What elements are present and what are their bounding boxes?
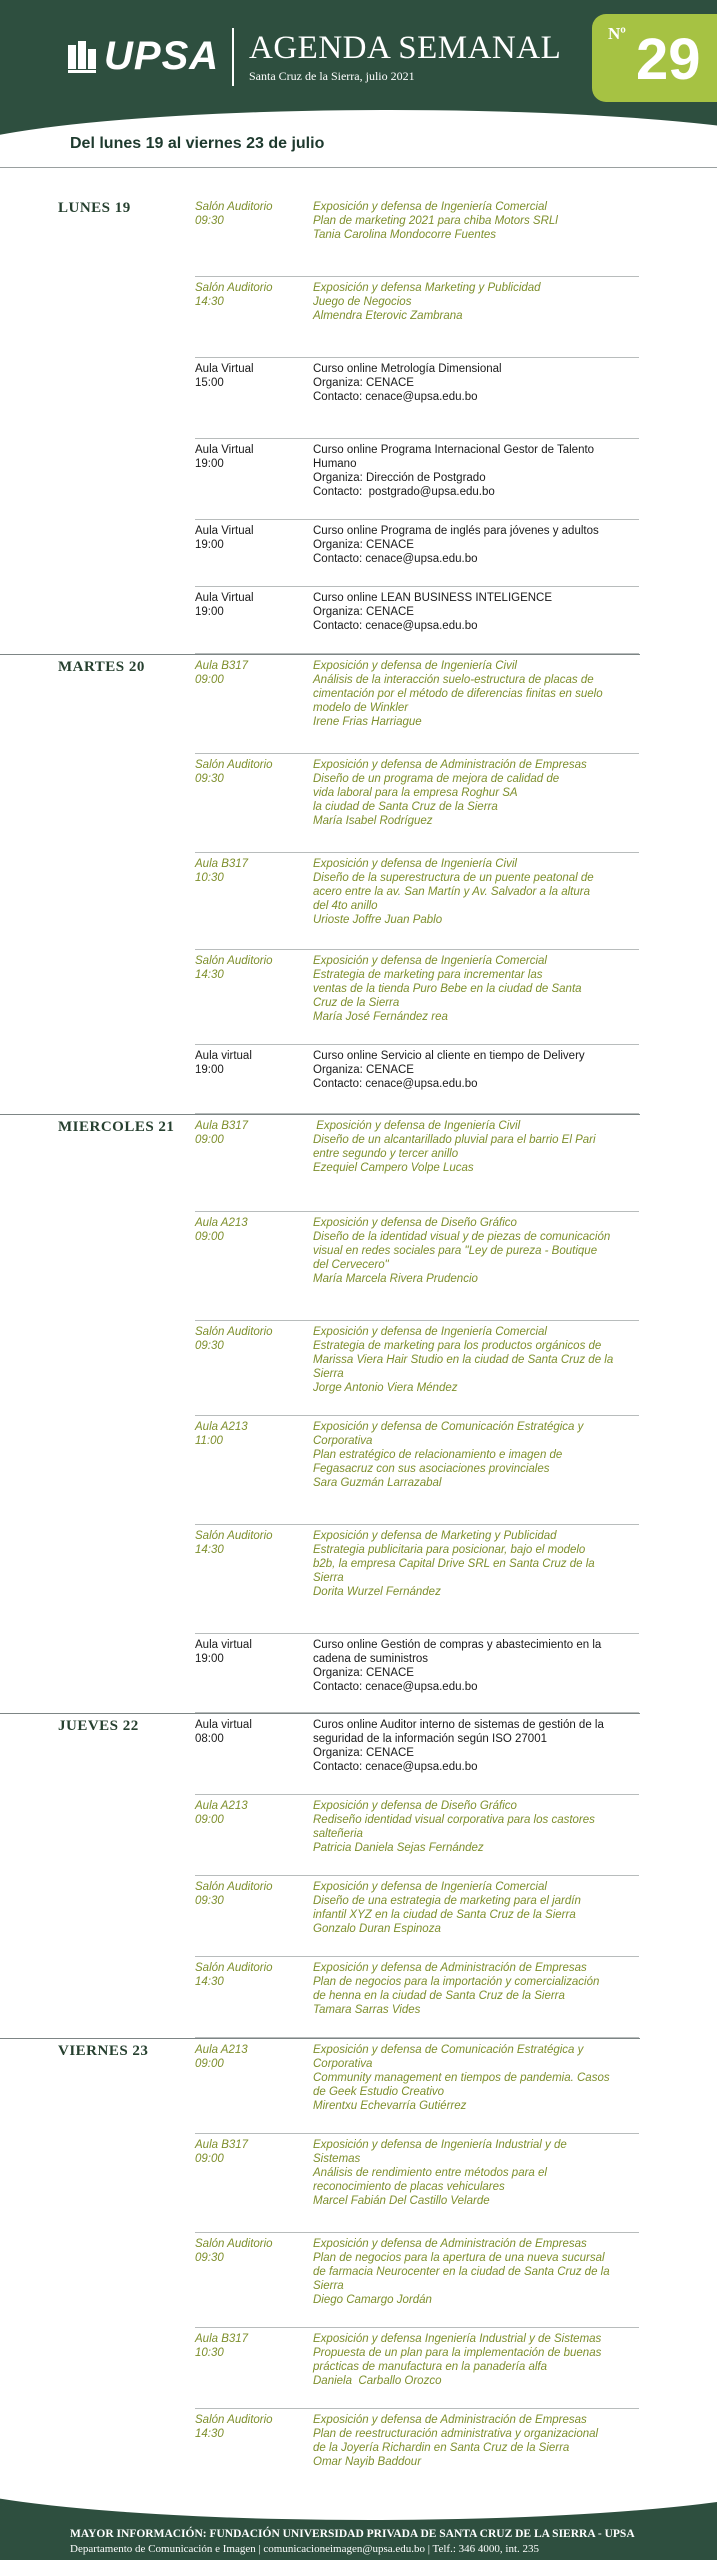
detail-line: Plan de negocios para la importación y comercialización bbox=[313, 1976, 600, 1988]
location-name: Salón Auditorio bbox=[195, 282, 273, 294]
week-divider bbox=[0, 167, 717, 168]
detail-line: de Geek Estudio Creativo bbox=[313, 2086, 445, 2098]
entry-time: 09:00 bbox=[195, 1231, 224, 1243]
location-name: Salón Auditorio bbox=[195, 1881, 273, 1893]
detail-line: del Cervecero" bbox=[313, 1259, 389, 1271]
entry-time: 09:30 bbox=[195, 1340, 224, 1352]
detail-line: Exposición y defensa de Ingeniería Comercial bbox=[313, 955, 547, 967]
location-name: Salón Auditorio bbox=[195, 1530, 273, 1542]
agenda-entry bbox=[195, 1957, 639, 2038]
detail-line: vida laboral para la empresa Roghur SA bbox=[313, 787, 518, 799]
agenda-entry bbox=[195, 1714, 639, 1795]
entry-time: 19:00 bbox=[195, 606, 224, 618]
header-divider bbox=[232, 28, 234, 86]
detail-line: Juego de Negocios bbox=[313, 296, 412, 308]
location-name: Aula B317 bbox=[195, 2139, 249, 2151]
detail-line: prácticas de manufactura en la panadería alfa bbox=[313, 2361, 547, 2373]
entry-time: 10:30 bbox=[195, 872, 224, 884]
entry-details bbox=[313, 1420, 639, 1490]
entry-details bbox=[313, 2043, 639, 2113]
detail-line: Exposición y defensa de Administración de Empresas bbox=[313, 759, 587, 771]
logo-text: UPSA bbox=[104, 34, 220, 78]
agenda-entry bbox=[195, 196, 639, 277]
agenda-entry bbox=[195, 587, 639, 654]
detail-line: Curso online Programa de inglés para jóvenes y adultos bbox=[313, 525, 599, 537]
detail-line: Exposición y defensa de Ingeniería Civil bbox=[313, 660, 517, 672]
entry-details bbox=[313, 1799, 639, 1855]
detail-line: Almendra Eterovic Zambrana bbox=[313, 310, 463, 322]
detail-line: reconocimiento de placas vehiculares bbox=[313, 2181, 505, 2193]
entry-location bbox=[195, 954, 313, 1024]
agenda-entry bbox=[195, 1212, 639, 1321]
issue-number: 29 bbox=[636, 27, 701, 92]
detail-line: Tamara Sarras Vides bbox=[313, 2004, 421, 2016]
detail-line: Plan de negocios para la apertura de una nueva sucursal bbox=[313, 2252, 605, 2264]
agenda-entry bbox=[195, 754, 639, 853]
detail-line: Marcel Fabián Del Castillo Velarde bbox=[313, 2195, 490, 2207]
entry-location bbox=[195, 591, 313, 633]
location-name: Salón Auditorio bbox=[195, 2238, 273, 2250]
detail-line: Sierra bbox=[313, 2280, 344, 2292]
entry-time: 11:00 bbox=[195, 1435, 223, 1447]
detail-line: Curso online Servicio al cliente en tiempo de Delivery bbox=[313, 1050, 585, 1062]
entry-location bbox=[195, 1718, 313, 1774]
detail-line: Exposición y defensa de Diseño Gráfico bbox=[313, 1217, 517, 1229]
entry-details bbox=[313, 659, 639, 729]
detail-line: Curso online LEAN BUSINESS INTELIGENCE bbox=[313, 592, 553, 604]
location-name: Salón Auditorio bbox=[195, 2414, 273, 2426]
entry-details bbox=[313, 524, 639, 566]
agenda-entry bbox=[195, 1876, 639, 1957]
detail-line: Jorge Antonio Viera Méndez bbox=[313, 1382, 458, 1394]
entry-location bbox=[195, 281, 313, 323]
detail-line: seguridad de la información según ISO 27001 bbox=[313, 1733, 547, 1745]
detail-line: María Isabel Rodríguez bbox=[313, 815, 433, 827]
day-section bbox=[0, 655, 717, 1114]
detail-line: Exposición y defensa de Ingeniería Industrial y de bbox=[313, 2139, 567, 2151]
entry-details bbox=[313, 1529, 639, 1599]
detail-line: visual en redes sociales para "Ley de pureza - Boutique bbox=[313, 1245, 598, 1257]
detail-line: Marissa Viera Hair Studio en la ciudad de Santa Cruz de la bbox=[313, 1354, 614, 1366]
detail-line: Community management en tiempos de pandemia. Casos bbox=[313, 2072, 610, 2084]
entry-details bbox=[313, 281, 639, 323]
entry-time: 14:30 bbox=[195, 2428, 224, 2440]
detail-line: de henna en la ciudad de Santa Cruz de la Sierra bbox=[313, 1990, 565, 2002]
agenda-entry bbox=[195, 1525, 639, 1634]
day-label: MARTES 20 bbox=[58, 659, 145, 675]
entry-details bbox=[313, 1718, 639, 1774]
detail-line: b2b, la empresa Capital Drive SRL en Santa Cruz de la bbox=[313, 1558, 595, 1570]
entry-time: 10:30 bbox=[195, 2347, 224, 2359]
entry-details bbox=[313, 2237, 639, 2307]
detail-line: Curso online Metrología Dimensional bbox=[313, 363, 502, 375]
detail-line: Organiza: CENACE bbox=[313, 1064, 414, 1076]
entry-time: 09:30 bbox=[195, 773, 224, 785]
entry-time: 19:00 bbox=[195, 1064, 224, 1076]
location-name: Aula A213 bbox=[195, 1217, 248, 1229]
entry-location bbox=[195, 2332, 313, 2388]
detail-line: Plan de marketing 2021 para chiba Motors SRLl bbox=[313, 215, 558, 227]
footer-info: MAYOR INFORMACIÓN: FUNDACIÓN UNIVERSIDAD PRIVADA DE SANTA CRUZ DE LA SIERRA - UPSA bbox=[70, 2528, 635, 2540]
detail-line: cimentación por el método de diferencias finitas en suelo bbox=[313, 688, 603, 700]
detail-line: Análisis de rendimiento entre métodos para el bbox=[313, 2167, 547, 2179]
detail-line: Exposición y defensa Ingeniería Industrial y de Sistemas bbox=[313, 2333, 602, 2345]
detail-line: Urioste Joffre Juan Pablo bbox=[313, 914, 443, 926]
day-section bbox=[0, 2039, 717, 2490]
detail-line: Diseño de un alcantarillado pluvial para el barrio El Pari bbox=[313, 1134, 596, 1146]
detail-line: Rediseño identidad visual corporativa para los castores bbox=[313, 1814, 595, 1826]
entry-location bbox=[195, 1049, 313, 1091]
detail-line: Corporativa bbox=[313, 2058, 373, 2070]
detail-line: salteñeria bbox=[313, 1828, 363, 1840]
detail-line: Estrategia de marketing para incrementar las bbox=[313, 969, 543, 981]
agenda-entry bbox=[195, 439, 639, 520]
detail-line: entre segundo y tercer anillo bbox=[313, 1148, 459, 1160]
agenda-entry bbox=[195, 1115, 639, 1212]
detail-line: Diseño de la superestructura de un puente peatonal de bbox=[313, 872, 594, 884]
entry-details bbox=[313, 1880, 639, 1936]
location-name: Aula B317 bbox=[195, 858, 249, 870]
agenda-entry bbox=[195, 277, 639, 358]
entry-location bbox=[195, 758, 313, 828]
location-name: Aula Virtual bbox=[195, 592, 254, 604]
detail-line: Exposición y defensa de Diseño Gráfico bbox=[313, 1800, 517, 1812]
day-label: MIERCOLES 21 bbox=[58, 1119, 175, 1135]
detail-line: Contacto: cenace@upsa.edu.bo bbox=[313, 1681, 478, 1693]
detail-line: Cruz de la Sierra bbox=[313, 997, 400, 1009]
detail-line: acero entre la av. San Martín y Av. Salvador a la altura bbox=[313, 886, 590, 898]
entry-details bbox=[313, 1119, 639, 1175]
agenda-entry bbox=[195, 520, 639, 587]
location-name: Aula Virtual bbox=[195, 444, 254, 456]
entry-location bbox=[195, 1638, 313, 1694]
location-name: Aula Virtual bbox=[195, 363, 254, 375]
detail-line: modelo de Winkler bbox=[313, 702, 409, 714]
detail-line: Tania Carolina Mondocorre Fuentes bbox=[313, 229, 497, 241]
detail-line: Curso online Programa Internacional Gestor de Talento bbox=[313, 444, 595, 456]
entry-location bbox=[195, 2413, 313, 2469]
detail-line: Ezequiel Campero Volpe Lucas bbox=[313, 1162, 474, 1174]
entry-details bbox=[313, 758, 639, 828]
entry-time: 19:00 bbox=[195, 458, 224, 470]
agenda-entry bbox=[195, 2409, 639, 2490]
entry-details bbox=[313, 2413, 639, 2469]
day-label: VIERNES 23 bbox=[58, 2043, 149, 2059]
detail-line: Curos online Auditor interno de sistemas de gestión de la bbox=[313, 1719, 604, 1731]
detail-line: Exposición y defensa Marketing y Publicidad bbox=[313, 282, 541, 294]
agenda-entry bbox=[195, 655, 639, 754]
detail-line: Organiza: CENACE bbox=[313, 1667, 414, 1679]
entry-time: 19:00 bbox=[195, 539, 224, 551]
detail-line: Daniela Carballo Orozco bbox=[313, 2375, 442, 2387]
detail-line: Exposición y defensa de Administración de Empresas bbox=[313, 2414, 587, 2426]
detail-line: Irene Frias Harriague bbox=[313, 716, 422, 728]
entry-location bbox=[195, 1880, 313, 1936]
entry-location bbox=[195, 2043, 313, 2113]
footer bbox=[0, 2480, 717, 2560]
entry-time: 14:30 bbox=[195, 1976, 224, 1988]
entry-time: 19:00 bbox=[195, 1653, 224, 1665]
entry-details bbox=[313, 954, 639, 1024]
detail-line: Exposición y defensa de Ingeniería Comercial bbox=[313, 201, 547, 213]
agenda-entry bbox=[195, 2134, 639, 2233]
location-name: Aula B317 bbox=[195, 1120, 249, 1132]
entry-location bbox=[195, 524, 313, 566]
day-section bbox=[0, 1714, 717, 2038]
detail-line: Contacto: postgrado@upsa.edu.bo bbox=[313, 486, 495, 498]
entry-time: 08:00 bbox=[195, 1733, 224, 1745]
entry-location bbox=[195, 1961, 313, 2017]
entry-time: 09:30 bbox=[195, 2252, 224, 2264]
detail-line: Exposición y defensa de Comunicación Estratégica y bbox=[313, 1421, 584, 1433]
page-title: AGENDA SEMANAL bbox=[249, 30, 562, 66]
entry-location bbox=[195, 1119, 313, 1175]
entry-time: 14:30 bbox=[195, 969, 224, 981]
day-section bbox=[0, 196, 717, 654]
detail-line: la ciudad de Santa Cruz de la Sierra bbox=[313, 801, 498, 813]
location-name: Aula B317 bbox=[195, 660, 249, 672]
location-name: Salón Auditorio bbox=[195, 1962, 273, 1974]
detail-line: Plan de reestructuración administrativa y organizacional bbox=[313, 2428, 599, 2440]
location-name: Aula Virtual bbox=[195, 525, 254, 537]
location-name: Aula B317 bbox=[195, 2333, 249, 2345]
header bbox=[0, 0, 717, 150]
detail-line: Contacto: cenace@upsa.edu.bo bbox=[313, 1078, 478, 1090]
upsa-logo bbox=[66, 34, 219, 79]
entry-location bbox=[195, 857, 313, 927]
entry-details bbox=[313, 591, 639, 633]
entry-location bbox=[195, 1529, 313, 1599]
footer-contact: Departamento de Comunicación e Imagen | comunicacioneimagen@upsa.edu.bo | Telf.: 346 4000, int. 235 bbox=[70, 2543, 540, 2555]
upsa-emblem-icon bbox=[66, 39, 100, 75]
entry-location bbox=[195, 2138, 313, 2208]
entry-time: 14:30 bbox=[195, 1544, 224, 1556]
detail-line: Contacto: cenace@upsa.edu.bo bbox=[313, 1761, 478, 1773]
detail-line: del 4to anillo bbox=[313, 900, 378, 912]
location-name: Aula virtual bbox=[195, 1050, 252, 1062]
detail-line: Patricia Daniela Sejas Fernández bbox=[313, 1842, 484, 1854]
day-label: JUEVES 22 bbox=[58, 1718, 139, 1734]
entry-time: 15:00 bbox=[195, 377, 224, 389]
detail-line: Organiza: CENACE bbox=[313, 1747, 414, 1759]
detail-line: Sierra bbox=[313, 1368, 344, 1380]
issue-badge bbox=[592, 14, 717, 102]
schedule bbox=[0, 196, 717, 2490]
detail-line: Propuesta de un plan para la implementación de buenas bbox=[313, 2347, 602, 2359]
detail-line: Exposición y defensa de Ingeniería Comercial bbox=[313, 1326, 547, 1338]
detail-line: Sara Guzmán Larrazabal bbox=[313, 1477, 442, 1489]
entry-details bbox=[313, 1049, 639, 1091]
entry-location bbox=[195, 659, 313, 729]
detail-line: de la Joyería Richardin en Santa Cruz de la Sierra bbox=[313, 2442, 570, 2454]
day-label: LUNES 19 bbox=[58, 200, 131, 216]
agenda-entry bbox=[195, 950, 639, 1045]
entry-location bbox=[195, 1325, 313, 1395]
agenda-entry bbox=[195, 2328, 639, 2409]
day-section bbox=[0, 1115, 717, 1713]
detail-line: Diseño de una estrategia de marketing para el jardín bbox=[313, 1895, 581, 1907]
entry-details bbox=[313, 362, 639, 404]
entry-details bbox=[313, 1216, 639, 1286]
entry-location bbox=[195, 1420, 313, 1490]
detail-line: Dorita Wurzel Fernández bbox=[313, 1586, 441, 1598]
entry-details bbox=[313, 1961, 639, 2017]
detail-line: Curso online Gestión de compras y abastecimiento en la bbox=[313, 1639, 602, 1651]
location-name: Salón Auditorio bbox=[195, 955, 273, 967]
entry-details bbox=[313, 443, 639, 499]
entry-location bbox=[195, 1799, 313, 1855]
entry-details bbox=[313, 2138, 639, 2208]
footer-curve bbox=[0, 2480, 717, 2520]
entry-time: 09:30 bbox=[195, 215, 224, 227]
location-name: Aula A213 bbox=[195, 1800, 248, 1812]
detail-line: Sierra bbox=[313, 1572, 344, 1584]
detail-line: Humano bbox=[313, 458, 357, 470]
detail-line: Diego Camargo Jordán bbox=[313, 2294, 432, 2306]
detail-line: Organiza: CENACE bbox=[313, 377, 414, 389]
detail-line: Exposición y defensa de Ingeniería Comercial bbox=[313, 1881, 547, 1893]
entry-time: 09:30 bbox=[195, 1895, 224, 1907]
agenda-entry bbox=[195, 1321, 639, 1416]
entry-details bbox=[313, 1638, 639, 1694]
entry-time: 09:00 bbox=[195, 1134, 224, 1146]
location-name: Aula virtual bbox=[195, 1719, 252, 1731]
detail-line: Estrategia de marketing para los productos orgánicos de bbox=[313, 1340, 602, 1352]
detail-line: Gonzalo Duran Espinoza bbox=[313, 1923, 441, 1935]
entry-location bbox=[195, 1216, 313, 1286]
detail-line: Diseño de un programa de mejora de calidad de bbox=[313, 773, 560, 785]
agenda-entry bbox=[195, 358, 639, 439]
detail-line: Exposición y defensa de Administración de Empresas bbox=[313, 2238, 587, 2250]
agenda-entry bbox=[195, 1416, 639, 1525]
location-name: Aula virtual bbox=[195, 1639, 252, 1651]
detail-line: Organiza: Dirección de Postgrado bbox=[313, 472, 486, 484]
detail-line: Exposición y defensa de Marketing y Publicidad bbox=[313, 1530, 557, 1542]
entry-location bbox=[195, 443, 313, 499]
detail-line: Omar Nayib Baddour bbox=[313, 2456, 422, 2468]
entry-location bbox=[195, 200, 313, 242]
agenda-entry bbox=[195, 1795, 639, 1876]
detail-line: María Marcela Rivera Prudencio bbox=[313, 1273, 478, 1285]
agenda-entry bbox=[195, 1045, 639, 1114]
detail-line: Exposición y defensa de Ingeniería Civil bbox=[313, 858, 517, 870]
entry-time: 09:00 bbox=[195, 1814, 224, 1826]
detail-line: ventas de la tienda Puro Bebe en la ciudad de Santa bbox=[313, 983, 582, 995]
detail-line: Exposición y defensa de Administración de Empresas bbox=[313, 1962, 587, 1974]
detail-line: Mirentxu Echevarría Gutiérrez bbox=[313, 2100, 467, 2112]
page-subtitle: Santa Cruz de la Sierra, julio 2021 bbox=[249, 69, 415, 83]
detail-line: Exposición y defensa de Comunicación Estratégica y bbox=[313, 2044, 584, 2056]
agenda-entry bbox=[195, 853, 639, 950]
detail-line: Exposición y defensa de Ingeniería Civil bbox=[313, 1120, 521, 1132]
entry-location bbox=[195, 362, 313, 404]
entry-time: 09:00 bbox=[195, 674, 224, 686]
detail-line: Corporativa bbox=[313, 1435, 373, 1447]
entry-details bbox=[313, 2332, 639, 2388]
detail-line: Organiza: CENACE bbox=[313, 606, 414, 618]
detail-line: infantil XYZ en la ciudad de Santa Cruz de la Sierra bbox=[313, 1909, 576, 1921]
agenda-entry bbox=[195, 2233, 639, 2328]
entry-details bbox=[313, 857, 639, 927]
detail-line: Estrategia publicitaria para posicionar, bajo el modelo bbox=[313, 1544, 586, 1556]
detail-line: de farmacia Neurocenter en la ciudad de Santa Cruz de la bbox=[313, 2266, 610, 2278]
location-name: Aula A213 bbox=[195, 1421, 248, 1433]
entry-details bbox=[313, 1325, 639, 1395]
detail-line: Fegasacruz con sus asociaciones provinciales bbox=[313, 1463, 550, 1475]
detail-line: Sistemas bbox=[313, 2153, 361, 2165]
entry-time: 09:00 bbox=[195, 2058, 224, 2070]
detail-line: María José Fernández rea bbox=[313, 1011, 448, 1023]
location-name: Salón Auditorio bbox=[195, 201, 273, 213]
entry-time: 09:00 bbox=[195, 2153, 224, 2165]
detail-line: Diseño de la identidad visual y de piezas de comunicación bbox=[313, 1231, 611, 1243]
entry-details bbox=[313, 200, 639, 242]
detail-line: Organiza: CENACE bbox=[313, 539, 414, 551]
agenda-entry bbox=[195, 2039, 639, 2134]
detail-line: cadena de suministros bbox=[313, 1653, 429, 1665]
detail-line: Análisis de la interacción suelo-estructura de placas de bbox=[313, 674, 594, 686]
issue-label: Nº bbox=[608, 24, 626, 43]
location-name: Salón Auditorio bbox=[195, 1326, 273, 1338]
detail-line: Contacto: cenace@upsa.edu.bo bbox=[313, 620, 478, 632]
detail-line: Plan estratégico de relacionamiento e imagen de bbox=[313, 1449, 563, 1461]
week-range: Del lunes 19 al viernes 23 de julio bbox=[70, 135, 325, 152]
entry-location bbox=[195, 2237, 313, 2307]
location-name: Aula A213 bbox=[195, 2044, 248, 2056]
detail-line: Contacto: cenace@upsa.edu.bo bbox=[313, 391, 478, 403]
entry-time: 14:30 bbox=[195, 296, 224, 308]
agenda-entry bbox=[195, 1634, 639, 1713]
detail-line: Contacto: cenace@upsa.edu.bo bbox=[313, 553, 478, 565]
location-name: Salón Auditorio bbox=[195, 759, 273, 771]
